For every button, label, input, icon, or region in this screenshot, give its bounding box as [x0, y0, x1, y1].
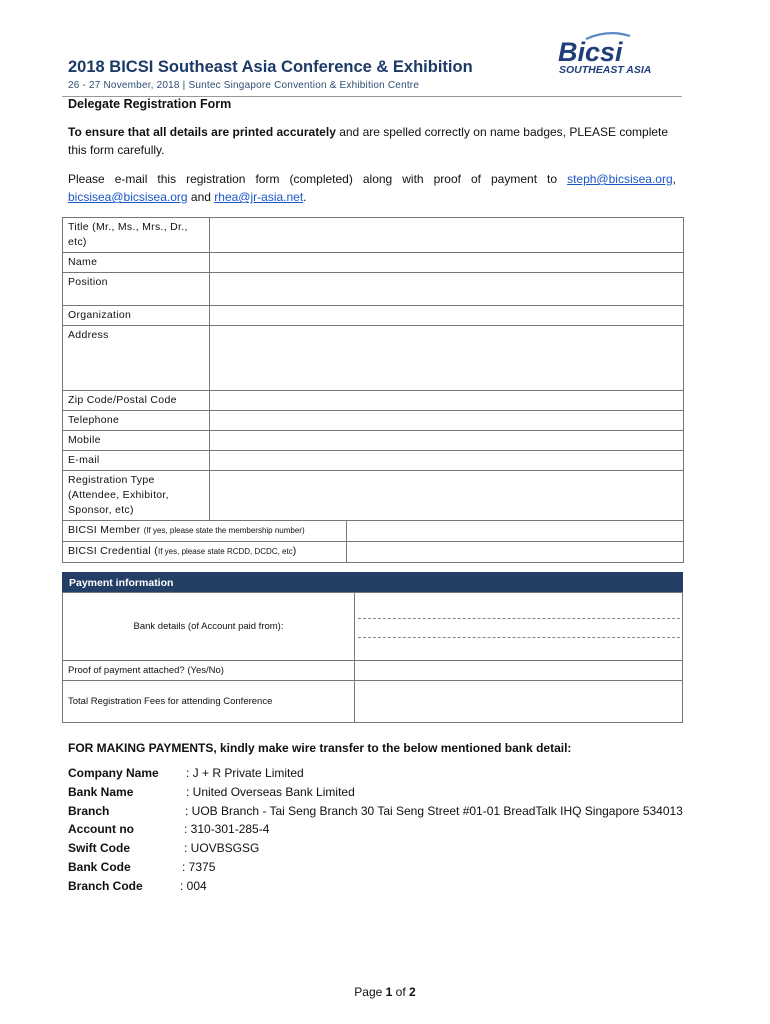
email-field[interactable] — [210, 451, 684, 471]
title-label: Title (Mr., Ms., Mrs., Dr., etc) — [63, 218, 210, 253]
mobile-field[interactable] — [210, 431, 684, 451]
branch-label: Branch — [68, 804, 110, 818]
proof-of-payment-label: Proof of payment attached? (Yes/No) — [63, 661, 355, 681]
mobile-label: Mobile — [63, 431, 210, 451]
swift-code-value: : UOVBSGSG — [184, 841, 260, 855]
branch-value: : UOB Branch - Tai Seng Branch 30 Tai Seng Street #01-01 BreadTalk IHQ Singapore 534013 — [185, 804, 683, 818]
page-footer — [0, 985, 770, 999]
page-number: 1 — [385, 985, 393, 999]
payment-heading: Payment information — [62, 572, 683, 592]
bank-code-label: Bank Code — [68, 860, 131, 874]
email-link-bicsisea[interactable]: bicsisea@bicsisea.org — [68, 190, 188, 204]
email-instructions-text: Please e-mail this registration form (completed) along with proof of payment to — [68, 172, 568, 186]
address-field[interactable] — [210, 326, 684, 391]
member-note: (If yes, please state the membership number) — [143, 526, 305, 535]
logo-brand-text: Bicsi — [558, 37, 623, 66]
email-link-steph[interactable]: steph@bicsisea.org — [567, 172, 673, 186]
position-field[interactable] — [210, 273, 684, 306]
email-instructions — [68, 170, 676, 206]
intro-paragraph — [68, 123, 688, 159]
page-word: Page — [354, 985, 386, 999]
credential-field[interactable] — [347, 542, 683, 562]
payment-table — [62, 592, 683, 723]
credential-label — [63, 542, 347, 562]
zip-label: Zip Code/Postal Code — [63, 391, 210, 411]
member-label — [63, 521, 347, 541]
account-no-value: : 310-301-285-4 — [184, 822, 270, 836]
registration-type-label: Registration Type (Attendee, Exhibitor, Sponsor, etc) — [63, 471, 210, 521]
comma: , — [672, 172, 676, 186]
position-label: Position — [63, 273, 210, 306]
bank-details-line-1 — [358, 618, 680, 619]
registration-form-table — [62, 217, 684, 563]
zip-field[interactable] — [210, 391, 684, 411]
bank-name-value: : United Overseas Bank Limited — [186, 785, 355, 799]
telephone-label: Telephone — [63, 411, 210, 431]
member-label-text: BICSI Member — [68, 524, 141, 536]
total-fees-label: Total Registration Fees for attending Conference — [63, 681, 355, 723]
bank-details-line-2 — [358, 637, 680, 638]
credential-close: ) — [292, 545, 297, 557]
company-name-label: Company Name — [68, 766, 159, 780]
logo-subtitle: SOUTHEAST ASIA — [559, 64, 652, 76]
of-word: of — [392, 985, 410, 999]
member-field[interactable] — [347, 521, 683, 541]
credential-row — [63, 542, 684, 563]
telephone-field[interactable] — [210, 411, 684, 431]
title-field[interactable] — [210, 218, 684, 253]
registration-type-field[interactable] — [210, 471, 684, 521]
email-link-rhea[interactable]: rhea@jr-asia.net — [214, 190, 304, 204]
intro-rest: and are spelled correctly on name badges, PLEASE complete this form carefully. — [68, 125, 669, 157]
bank-name-label: Bank Name — [68, 785, 134, 799]
bank-code-value: : 7375 — [182, 860, 216, 874]
period: . — [303, 190, 307, 204]
bank-details-field[interactable] — [355, 593, 683, 661]
member-row — [63, 521, 684, 542]
proof-of-payment-field[interactable] — [355, 661, 683, 681]
email-label: E-mail — [63, 451, 210, 471]
bicsi-logo-mark — [556, 30, 656, 66]
branch-code-value: : 004 — [180, 879, 207, 893]
bank-details-label: Bank details (of Account paid from): — [63, 593, 355, 661]
branch-code-label: Branch Code — [68, 879, 143, 893]
total-fees-field[interactable] — [355, 681, 683, 723]
name-field[interactable] — [210, 253, 684, 273]
account-no-label: Account no — [68, 822, 134, 836]
bicsi-logo — [556, 30, 656, 78]
name-label: Name — [63, 253, 210, 273]
form-title: Delegate Registration Form — [68, 97, 232, 111]
and-text: and — [187, 190, 215, 204]
address-label: Address — [63, 326, 210, 391]
company-name-value: : J + R Private Limited — [186, 766, 304, 780]
credential-note: If yes, please state RCDD, DCDC, etc — [158, 547, 293, 556]
intro-bold-lead: To ensure that all details are printed accurately — [68, 125, 336, 139]
page-total: 2 — [409, 985, 416, 999]
payment-section — [62, 572, 683, 723]
event-subtitle: 26 - 27 November, 2018 | Suntec Singapore Convention & Exhibition Centre — [68, 80, 420, 91]
organization-label: Organization — [63, 306, 210, 326]
page-title: 2018 BICSI Southeast Asia Conference & Exhibition — [68, 58, 473, 76]
credential-label-text: BICSI Credential ( — [68, 545, 159, 557]
organization-field[interactable] — [210, 306, 684, 326]
making-payments-heading: FOR MAKING PAYMENTS, kindly make wire transfer to the below mentioned bank detail: — [68, 741, 572, 755]
swift-code-label: Swift Code — [68, 841, 130, 855]
